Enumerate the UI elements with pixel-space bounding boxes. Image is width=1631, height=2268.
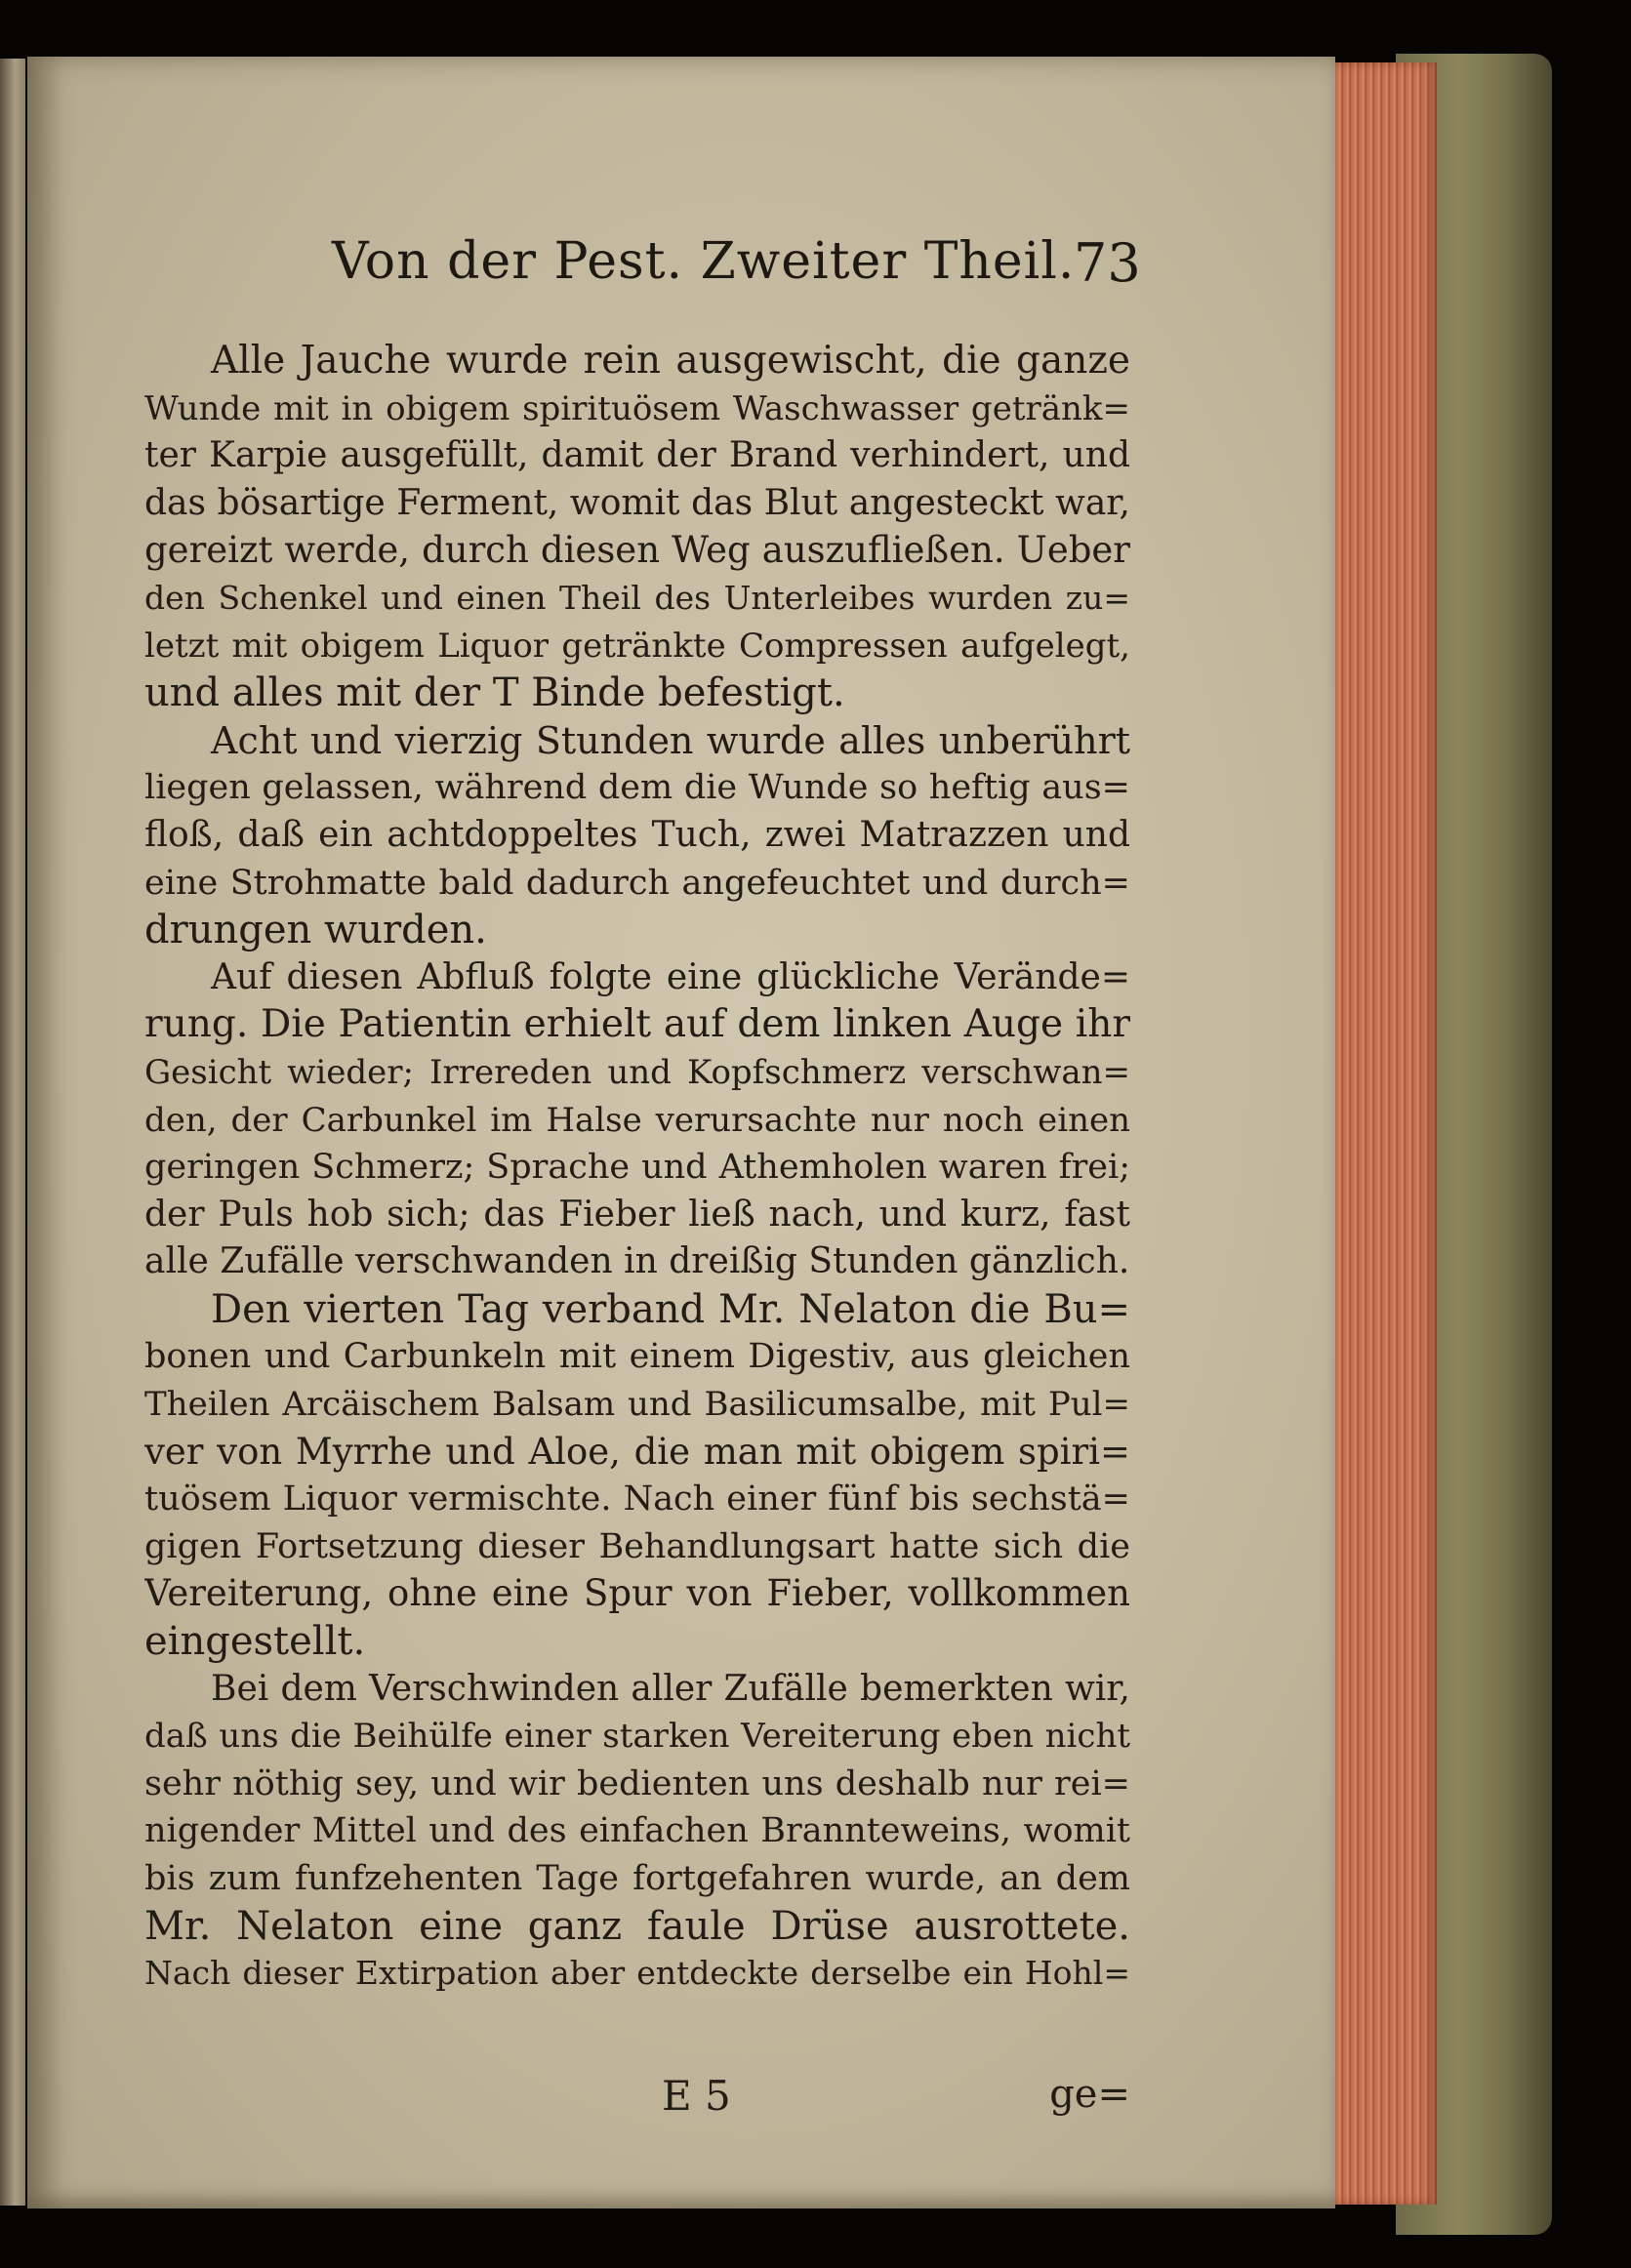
- text-line: floß, daß ein achtdoppeltes Tuch, zwei Matrazzen und: [144, 814, 1130, 855]
- catchword: ge=: [1049, 2072, 1130, 2117]
- running-head: [332, 232, 1210, 320]
- text-line: Gesicht wieder; Irrereden und Kopfschmerz verschwan=: [144, 1052, 1130, 1092]
- text-line: Alle Jauche wurde rein ausgewischt, die ganze: [211, 339, 1130, 383]
- text-line: rung. Die Patientin erhielt auf dem linken Auge ihr: [144, 1002, 1130, 1047]
- text-line: den Schenkel und einen Theil des Unterleibes wurden zu=: [144, 578, 1130, 617]
- text-line: den, der Carbunkel im Halse verursachte nur noch einen: [144, 1100, 1130, 1140]
- text-line: drungen wurden.: [144, 908, 487, 953]
- page-number: 73: [1074, 232, 1141, 294]
- text-line: gereizt werde, durch diesen Weg auszufließen. Ueber: [144, 529, 1130, 572]
- text-line: Nach dieser Extirpation aber entdeckte derselbe ein Hohl=: [144, 1954, 1130, 1993]
- text-line: Vereiterung, ohne eine Spur von Fieber, vollkommen: [144, 1572, 1130, 1615]
- text-line: liegen gelassen, während dem die Wunde so heftig aus=: [144, 768, 1130, 808]
- adjacent-page-edge: [0, 59, 25, 2206]
- text-line: bis zum funfzehenten Tage fortgefahren wurde, an dem: [144, 1859, 1130, 1898]
- text-line: Bei dem Verschwinden aller Zufälle bemerkten wir,: [211, 1668, 1130, 1709]
- page-edges: [1329, 62, 1437, 2205]
- signature-mark: E 5: [662, 2072, 731, 2120]
- text-line: eingestellt.: [144, 1619, 366, 1665]
- text-line: tuösem Liquor vermischte. Nach einer fünf bis sechstä=: [144, 1479, 1130, 1519]
- text-line: gigen Fortsetzung dieser Behandlungsart hatte sich die: [144, 1526, 1130, 1566]
- running-head-title: Von der Pest. Zweiter Theil.: [332, 232, 1076, 291]
- text-line: und alles mit der T Binde befestigt.: [144, 670, 845, 716]
- text-line: ter Karpie ausgefüllt, damit der Brand verhindert, und: [144, 435, 1130, 476]
- text-line: bonen und Carbunkeln mit einem Digestiv, aus gleichen: [144, 1337, 1130, 1377]
- text-line: ver von Myrrhe und Aloe, die man mit obigem spiri=: [144, 1430, 1130, 1473]
- text-line: alle Zufälle verschwanden in dreißig Stunden gänzlich.: [144, 1241, 1130, 1282]
- text-line: Mr. Nelaton eine ganz faule Drüse ausrottete.: [144, 1903, 1130, 1949]
- text-line: der Puls hob sich; das Fieber ließ nach, und kurz, fast: [144, 1194, 1130, 1235]
- body-text: [144, 338, 1130, 1998]
- text-line: daß uns die Beihülfe einer starken Vereiterung eben nicht: [144, 1717, 1130, 1757]
- text-line: nigender Mittel und des einfachen Brannteweins, womit: [144, 1811, 1130, 1851]
- text-line: Den vierten Tag verband Mr. Nelaton die Bu=: [211, 1286, 1130, 1332]
- text-line: eine Strohmatte bald dadurch angefeuchtet und durch=: [144, 863, 1130, 903]
- text-line: geringen Schmerz; Sprache und Athemholen waren frei;: [144, 1148, 1130, 1188]
- text-line: das bösartige Ferment, womit das Blut angesteckt war,: [144, 482, 1130, 523]
- text-line: sehr nöthig sey, und wir bedienten uns deshalb nur rei=: [144, 1763, 1130, 1803]
- text-line: Acht und vierzig Stunden wurde alles unberührt: [211, 718, 1130, 762]
- page-footer: [144, 2072, 1130, 2130]
- book-page: [27, 57, 1335, 2208]
- text-line: Auf diesen Abfluß folgte eine glückliche Verände=: [211, 956, 1130, 997]
- text-line: Wunde mit in obigem spirituösem Waschwasser getränk=: [144, 388, 1130, 428]
- text-line: Theilen Arcäischem Balsam und Basilicumsalbe, mit Pul=: [144, 1385, 1130, 1425]
- text-line: letzt mit obigem Liquor getränkte Compressen aufgelegt,: [144, 626, 1130, 666]
